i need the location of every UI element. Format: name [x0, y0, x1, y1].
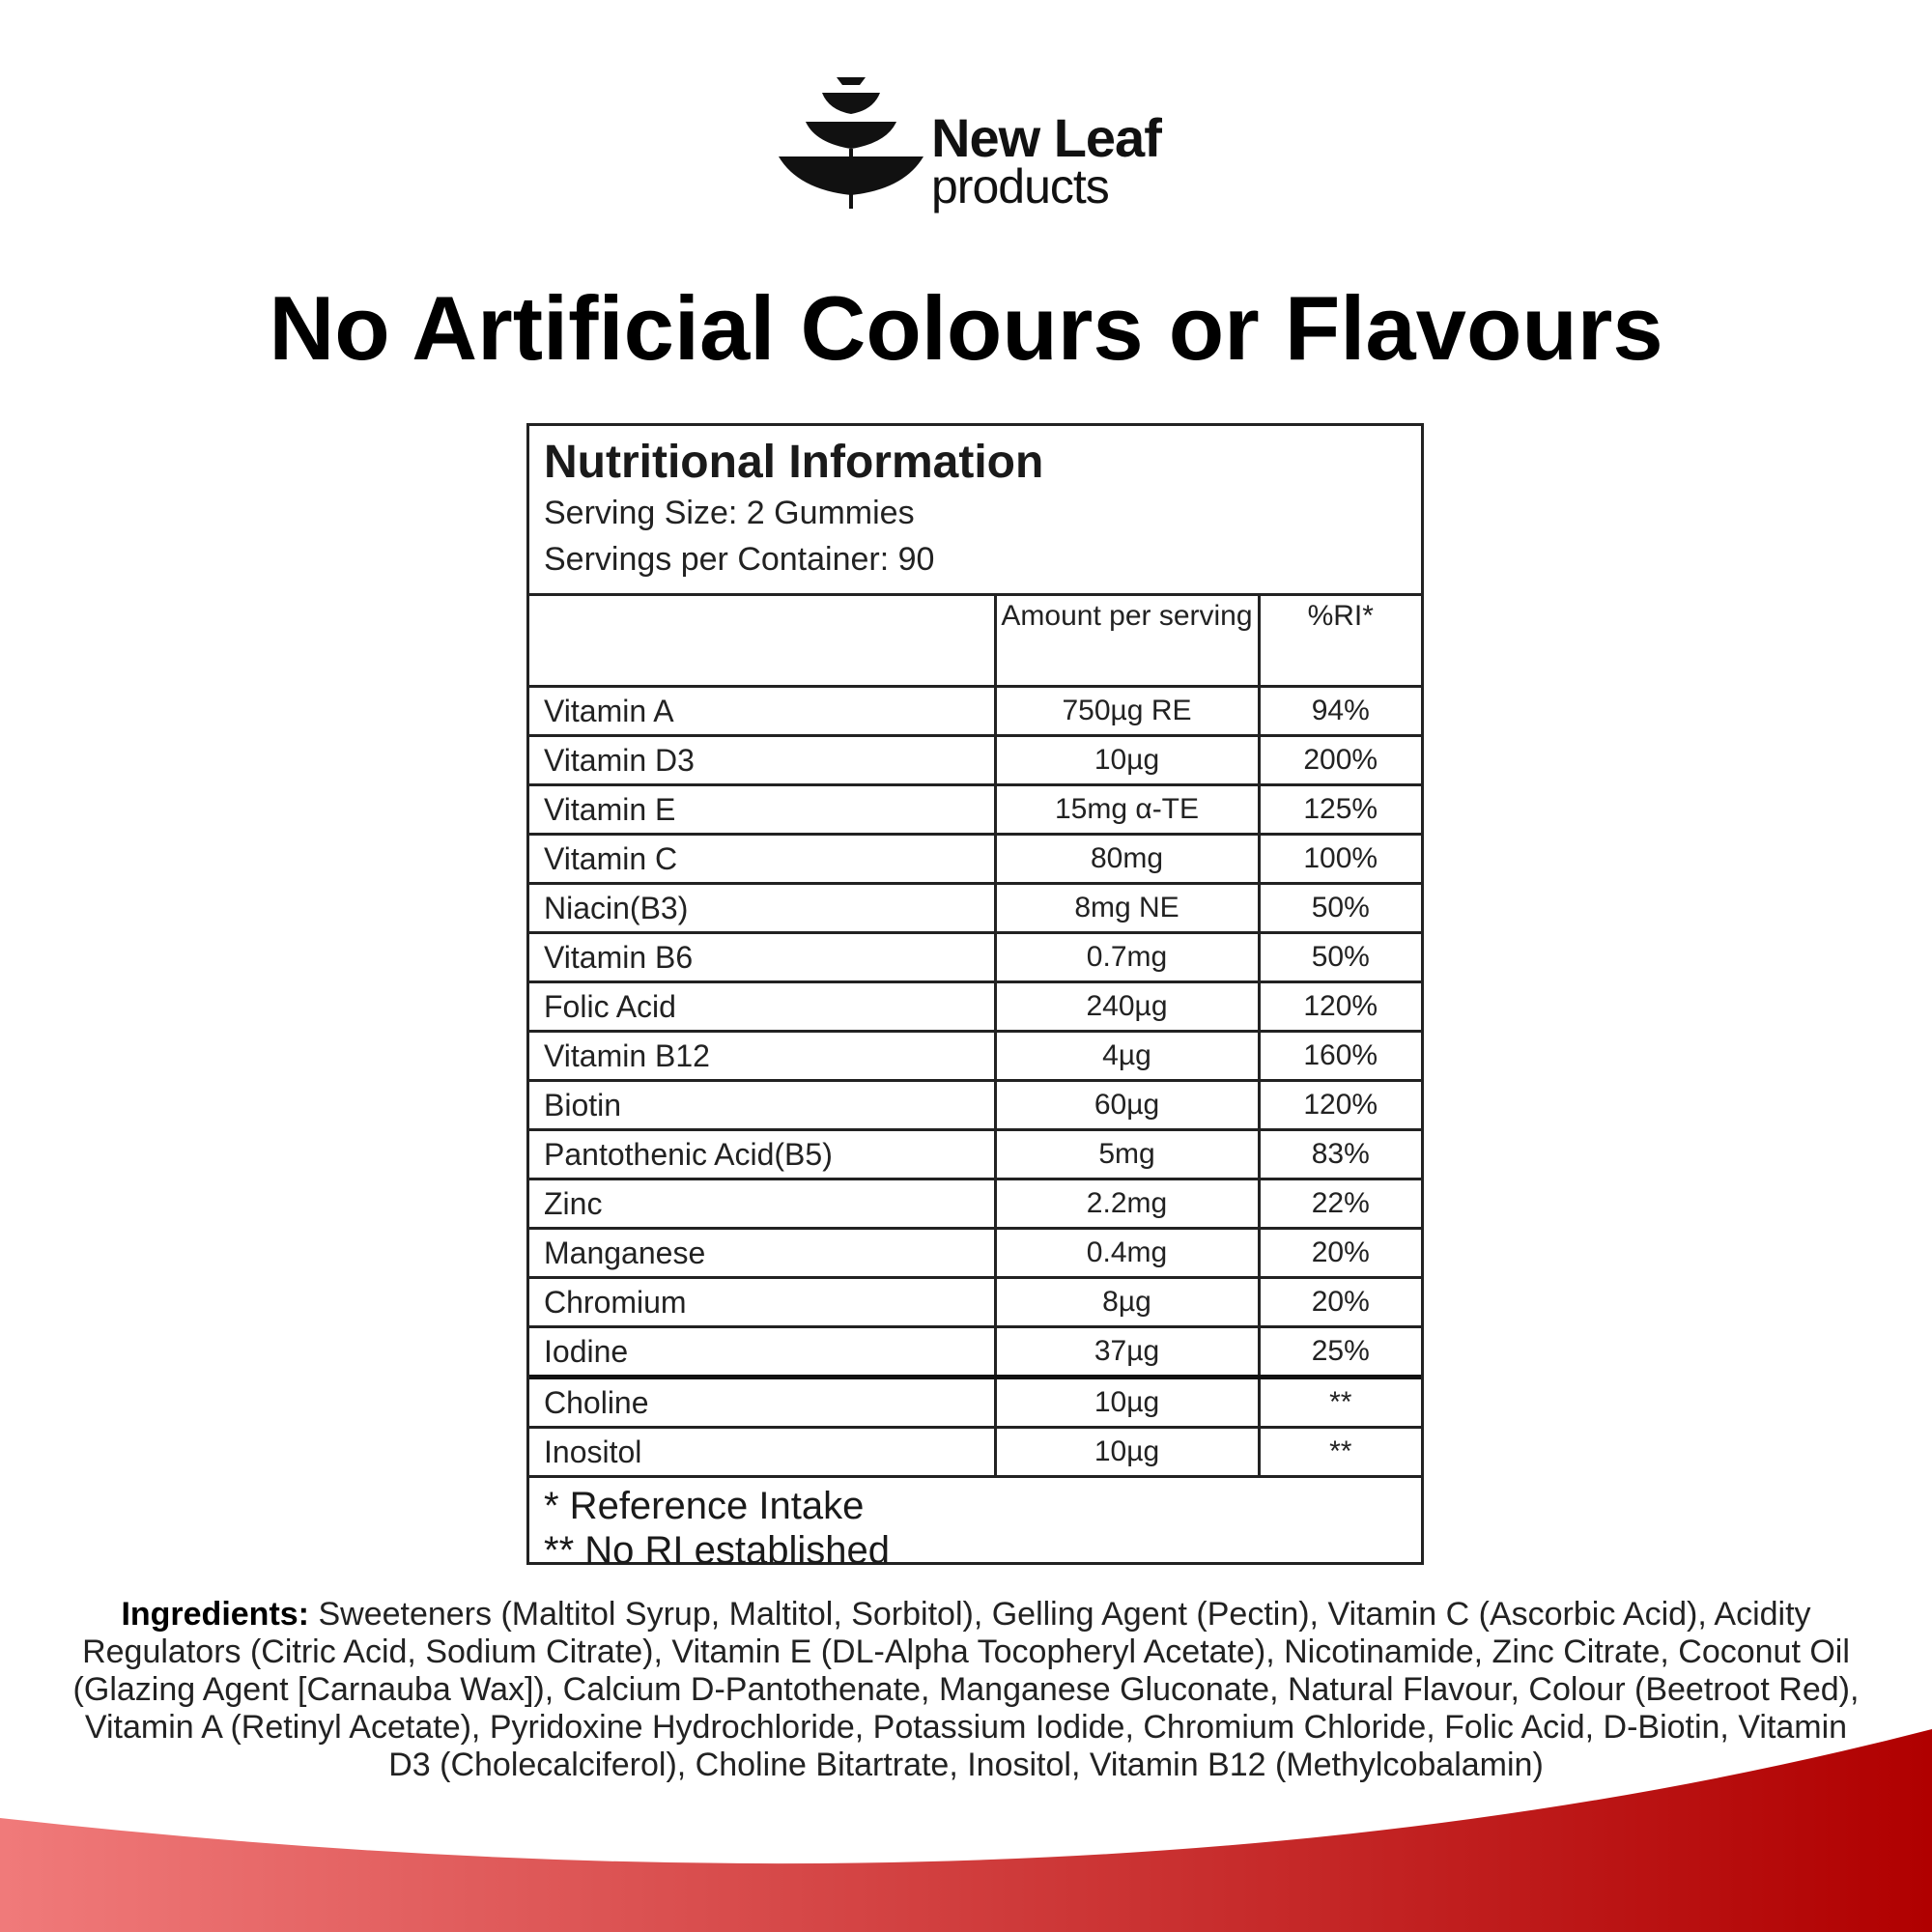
nutrient-ri: **: [1259, 1378, 1421, 1428]
nutrient-amount: 240µg: [995, 982, 1259, 1032]
nutrient-amount: 0.4mg: [995, 1229, 1259, 1278]
nutrient-name: Chromium: [529, 1278, 995, 1327]
nutrient-ri: 94%: [1259, 687, 1421, 736]
table-row: [529, 1428, 1421, 1477]
nutrient-name: Vitamin D3: [529, 736, 995, 785]
nutrient-ri: 50%: [1259, 933, 1421, 982]
column-header-ri: %RI*: [1259, 596, 1421, 687]
footnote-reference-intake: * Reference Intake: [544, 1485, 865, 1527]
nutrient-name: Vitamin B6: [529, 933, 995, 982]
column-header-amount: Amount per serving: [995, 596, 1259, 687]
nutrient-ri: 120%: [1259, 1081, 1421, 1130]
nutrient-amount: 80mg: [995, 835, 1259, 884]
table-row: [529, 884, 1421, 933]
nutrient-ri: 25%: [1259, 1327, 1421, 1378]
nutrition-footnotes: [529, 1478, 1421, 1573]
ingredients-label: Ingredients:: [121, 1596, 310, 1633]
nutrition-header: [529, 426, 1421, 596]
nutrient-amount: 8mg NE: [995, 884, 1259, 933]
headline: No Artificial Colours or Flavours: [269, 277, 1663, 379]
nutrient-ri: 160%: [1259, 1032, 1421, 1081]
wave-shape: [0, 1729, 1932, 1932]
table-row: [529, 982, 1421, 1032]
table-row: [529, 1229, 1421, 1278]
nutrient-name: Zinc: [529, 1179, 995, 1229]
nutrient-name: Manganese: [529, 1229, 995, 1278]
table-row: [529, 835, 1421, 884]
leaf-tree-logo-icon: [779, 75, 923, 211]
nutrition-title: Nutritional Information: [544, 437, 1044, 488]
nutrient-amount: 5mg: [995, 1130, 1259, 1179]
nutrient-name: Biotin: [529, 1081, 995, 1130]
nutrient-amount: 60µg: [995, 1081, 1259, 1130]
nutrient-ri: 100%: [1259, 835, 1421, 884]
nutrient-ri: 200%: [1259, 736, 1421, 785]
footnote-no-ri: ** No RI established: [544, 1529, 890, 1572]
nutrient-amount: 4µg: [995, 1032, 1259, 1081]
nutrition-table: [529, 596, 1421, 1478]
table-row: [529, 1327, 1421, 1378]
nutrient-name: Niacin(B3): [529, 884, 995, 933]
nutrient-amount: 2.2mg: [995, 1179, 1259, 1229]
nutrient-ri: 125%: [1259, 785, 1421, 835]
serving-size: Serving Size: 2 Gummies: [544, 495, 915, 531]
servings-per-container: Servings per Container: 90: [544, 541, 935, 578]
nutrient-name: Vitamin A: [529, 687, 995, 736]
nutrient-ri: 120%: [1259, 982, 1421, 1032]
brand-name-top: New Leaf: [931, 107, 1161, 168]
table-row: [529, 1081, 1421, 1130]
nutrient-name: Vitamin C: [529, 835, 995, 884]
table-row: [529, 736, 1421, 785]
table-row: [529, 785, 1421, 835]
nutrient-name: Pantothenic Acid(B5): [529, 1130, 995, 1179]
nutrition-rows: [529, 687, 1421, 1477]
nutrient-ri: 50%: [1259, 884, 1421, 933]
nutrient-name: Inositol: [529, 1428, 995, 1477]
nutrient-amount: 0.7mg: [995, 933, 1259, 982]
nutrient-name: Choline: [529, 1378, 995, 1428]
column-header-nutrient: [529, 596, 995, 687]
nutrient-name: Vitamin B12: [529, 1032, 995, 1081]
table-row: [529, 1130, 1421, 1179]
table-row: [529, 1378, 1421, 1428]
nutrient-ri: 20%: [1259, 1278, 1421, 1327]
nutrient-amount: 10µg: [995, 1378, 1259, 1428]
nutrient-name: Folic Acid: [529, 982, 995, 1032]
nutrient-ri: 83%: [1259, 1130, 1421, 1179]
ingredients-list: Sweeteners (Maltitol Syrup, Maltitol, Sorbitol), Gelling Agent (Pectin), Vitamin C (Ascorbic Acid), Acidity Regulators (Citric Acid, Sodium Citrate), Vitamin E (DL-Alpha Tocopheryl Acetate), Nicotinamide, Zinc Citrate, Coconut Oil (Glazing Agent [Carnauba Wax]), Calcium D-Pantothenate, Manganese Gluconate, Natural Flavour, Colour (Beetroot Red), Vitamin A (Retinyl Acetate), Pyridoxine Hydrochloride, Potassium Iodide, Chromium Chloride, Folic Acid, D-Biotin, Vitamin D3 (Cholecalciferol), Choline Bitartrate, Inositol, Vitamin B12 (Methylcobalamin): [72, 1596, 1860, 1783]
table-row: [529, 1278, 1421, 1327]
brand-name-bottom: products: [931, 159, 1109, 213]
red-wave-decoration: [0, 1719, 1932, 1932]
nutrient-name: Vitamin E: [529, 785, 995, 835]
nutrient-amount: 37µg: [995, 1327, 1259, 1378]
nutrient-amount: 750µg RE: [995, 687, 1259, 736]
table-row: [529, 687, 1421, 736]
nutrient-amount: 8µg: [995, 1278, 1259, 1327]
brand-logo: [779, 75, 1165, 211]
nutrient-amount: 15mg α-TE: [995, 785, 1259, 835]
table-row: [529, 1032, 1421, 1081]
nutrient-name: Iodine: [529, 1327, 995, 1378]
nutrient-amount: 10µg: [995, 1428, 1259, 1477]
nutrient-ri: **: [1259, 1428, 1421, 1477]
nutrition-panel: [526, 423, 1424, 1572]
nutrient-ri: 22%: [1259, 1179, 1421, 1229]
table-row: [529, 933, 1421, 982]
nutrient-ri: 20%: [1259, 1229, 1421, 1278]
nutrient-amount: 10µg: [995, 736, 1259, 785]
table-row: [529, 1179, 1421, 1229]
